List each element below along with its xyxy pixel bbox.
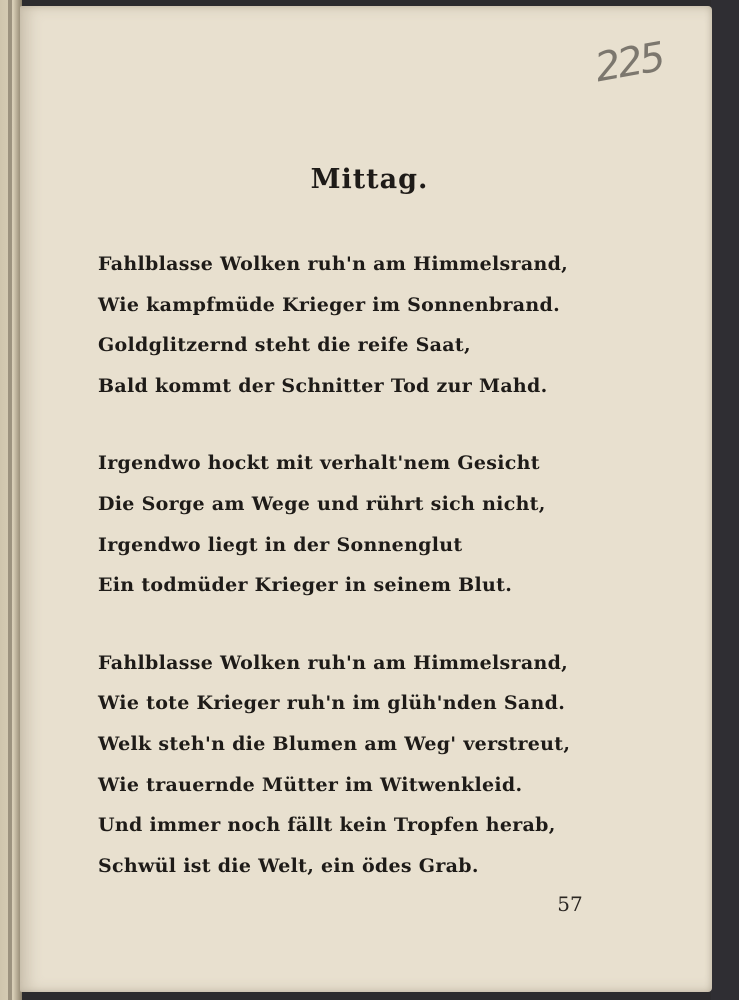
poem-line: Irgendwo hockt mit verhalt'nem Gesicht bbox=[98, 452, 540, 475]
poem-body bbox=[98, 244, 618, 923]
page-gutter-shadow bbox=[8, 0, 12, 1000]
background-strip bbox=[711, 0, 739, 1000]
handwritten-archive-number: 225 bbox=[591, 34, 666, 92]
poem-line: Fahlblasse Wolken ruh'n am Himmelsrand, bbox=[98, 651, 569, 674]
stanza-1 bbox=[98, 244, 618, 406]
poem-line: Welk steh'n die Blumen am Weg' verstreut, bbox=[98, 732, 571, 755]
poem-line: Wie kampfmüde Krieger im Sonnenbrand. bbox=[98, 293, 560, 316]
poem-line: Bald kommt der Schnitter Tod zur Mahd. bbox=[98, 374, 548, 397]
poem-line: Und immer noch fällt kein Tropfen herab, bbox=[98, 814, 556, 837]
poem-line: Fahlblasse Wolken ruh'n am Himmelsrand, bbox=[98, 253, 569, 275]
poem-line: Ein todmüder Krieger in seinem Blut. bbox=[98, 574, 513, 597]
page-number: 57 bbox=[557, 892, 583, 916]
poem-line: Schwül ist die Welt, ein ödes Grab. bbox=[98, 854, 479, 877]
poem-line: Wie trauernde Mütter im Witwenkleid. bbox=[98, 773, 523, 796]
poem-line: Die Sorge am Wege und rührt sich nicht, bbox=[98, 492, 546, 515]
poem-title: Mittag. bbox=[310, 164, 429, 195]
poem-line: Irgendwo liegt in der Sonnenglut bbox=[98, 533, 463, 556]
poem-line: Wie tote Krieger ruh'n im glüh'nden Sand. bbox=[98, 692, 566, 715]
stanza-3 bbox=[98, 643, 618, 887]
poem-line: Goldglitzernd steht die reife Saat, bbox=[98, 334, 471, 357]
stanza-2 bbox=[98, 443, 618, 605]
